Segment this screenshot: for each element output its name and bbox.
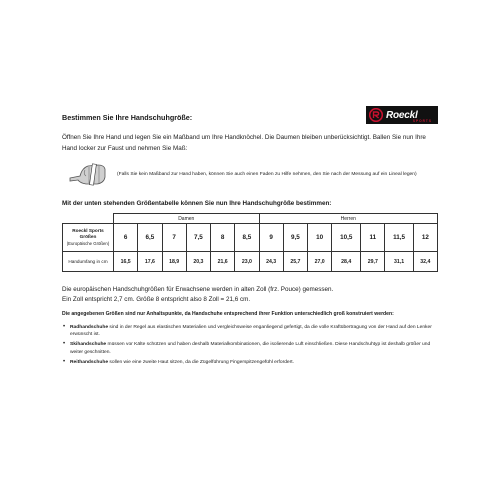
notes-list (62, 324, 438, 367)
list-item (62, 341, 438, 356)
size-cell: 10 (308, 224, 332, 252)
cm-cell: 29,7 (361, 252, 385, 272)
cm-cell: 18,9 (162, 252, 186, 272)
list-item-text: sollen wie eine zweite Haut sitzen, da die Zügelführung Fingerspitzengefühl erfordert. (108, 359, 294, 365)
list-item (62, 324, 438, 339)
cm-cell: 24,3 (259, 252, 283, 272)
list-item-term: Skihandschuhe (70, 342, 107, 347)
list-item-text: sind in der Regel aus elastischen Materialien und vergleichsweise enganliegend gefertigt, da die volle Kraftübertragung von der Hand auf den Lenker erwünscht ist. (70, 324, 432, 337)
group-women: Damen (114, 214, 260, 224)
roeckl-mark-icon (369, 108, 383, 122)
cm-cell: 16,5 (114, 252, 138, 272)
table-corner (63, 214, 114, 224)
table-title: Mit der unten stehenden Größentabelle können Sie nun Ihre Handschuhgröße bestimmen: (62, 200, 332, 207)
size-row-label (63, 224, 114, 252)
size-cell: 9 (259, 224, 283, 252)
list-item-text: müssen vor Kälte schützen und haben deshalb Materialkombinationen, die isolierende Luft einschließen. Diese Handschuhtyp ist deshalb größer und weiter geschnitten. (70, 342, 431, 355)
size-cell: 7,5 (186, 224, 210, 252)
intro-text: Öffnen Sie Ihre Hand und legen Sie ein Maßband um Ihre Handknöchel. Die Daumen bleiben unberücksichtigt. Ballen Sie nun Ihre Hand locker zur Faust und nehmen Sie Maß: (62, 134, 426, 152)
size-cell: 11 (361, 224, 385, 252)
cm-cell: 28,4 (332, 252, 361, 272)
cm-cell: 25,7 (283, 252, 307, 272)
page-heading: Bestimmen Sie Ihre Handschuhgröße: (62, 113, 193, 122)
size-cell: 6 (114, 224, 138, 252)
list-item-term: Reithandschuhe (70, 359, 109, 365)
cm-cell: 20,3 (186, 252, 210, 272)
measuring-hand-icon (68, 158, 112, 188)
group-men: Herren (259, 214, 438, 224)
cm-cell: 32,4 (413, 252, 437, 272)
list-item-term: Radhandschuhe (70, 324, 109, 330)
size-cell: 7 (162, 224, 186, 252)
size-cell: 6,5 (138, 224, 162, 252)
table-row-sizes (63, 224, 438, 252)
size-cell: 9,5 (283, 224, 307, 252)
hand-note: (Falls Sie kein Maßband zur Hand haben, können Sie auch einen Faden zu Hilfe nehmen, den Sie nach der Messung auf ein Lineal legen) (117, 172, 417, 177)
size-cell: 12 (413, 224, 437, 252)
cm-cell: 31,1 (385, 252, 413, 272)
cm-cell: 17,6 (138, 252, 162, 272)
size-cell: 8,5 (235, 224, 259, 252)
size-cell: 10,5 (332, 224, 361, 252)
conversion-text (62, 285, 442, 305)
roeckl-logo (366, 106, 438, 124)
list-item (62, 359, 438, 367)
size-label-brand: Roeckl Sports (72, 227, 104, 233)
size-label-title: Größen (79, 234, 97, 240)
size-cell: 8 (211, 224, 235, 252)
conversion-line-2: Ein Zoll entspricht 2,7 cm. Größe 8 entspricht also 8 Zoll = 21,6 cm. (62, 296, 251, 303)
glove-type-notes (62, 311, 438, 369)
size-table (62, 213, 438, 272)
conversion-line-1: Die europäischen Handschuhgrößen für Erwachsene werden in alten Zoll (frz. Pouce) gemessen. (62, 286, 334, 293)
cm-cell: 21,6 (211, 252, 235, 272)
cm-cell: 23,0 (235, 252, 259, 272)
cm-row-label: Handumfang in cm (63, 252, 114, 272)
cm-cell: 27,0 (308, 252, 332, 272)
notes-lead: Die angegebenen Größen sind nur Anhaltspunkte, da Handschuhe entsprechend ihrer Funktion unterschiedlich groß konstruiert werden: (62, 311, 394, 317)
size-cell: 11,5 (385, 224, 413, 252)
table-group-row (63, 214, 438, 224)
logo-subtitle: SPORTS (412, 119, 432, 123)
logo-brand: Roeckl (386, 109, 418, 121)
size-label-note: (Europäische Größen) (66, 240, 110, 246)
table-row-circumference (63, 252, 438, 272)
